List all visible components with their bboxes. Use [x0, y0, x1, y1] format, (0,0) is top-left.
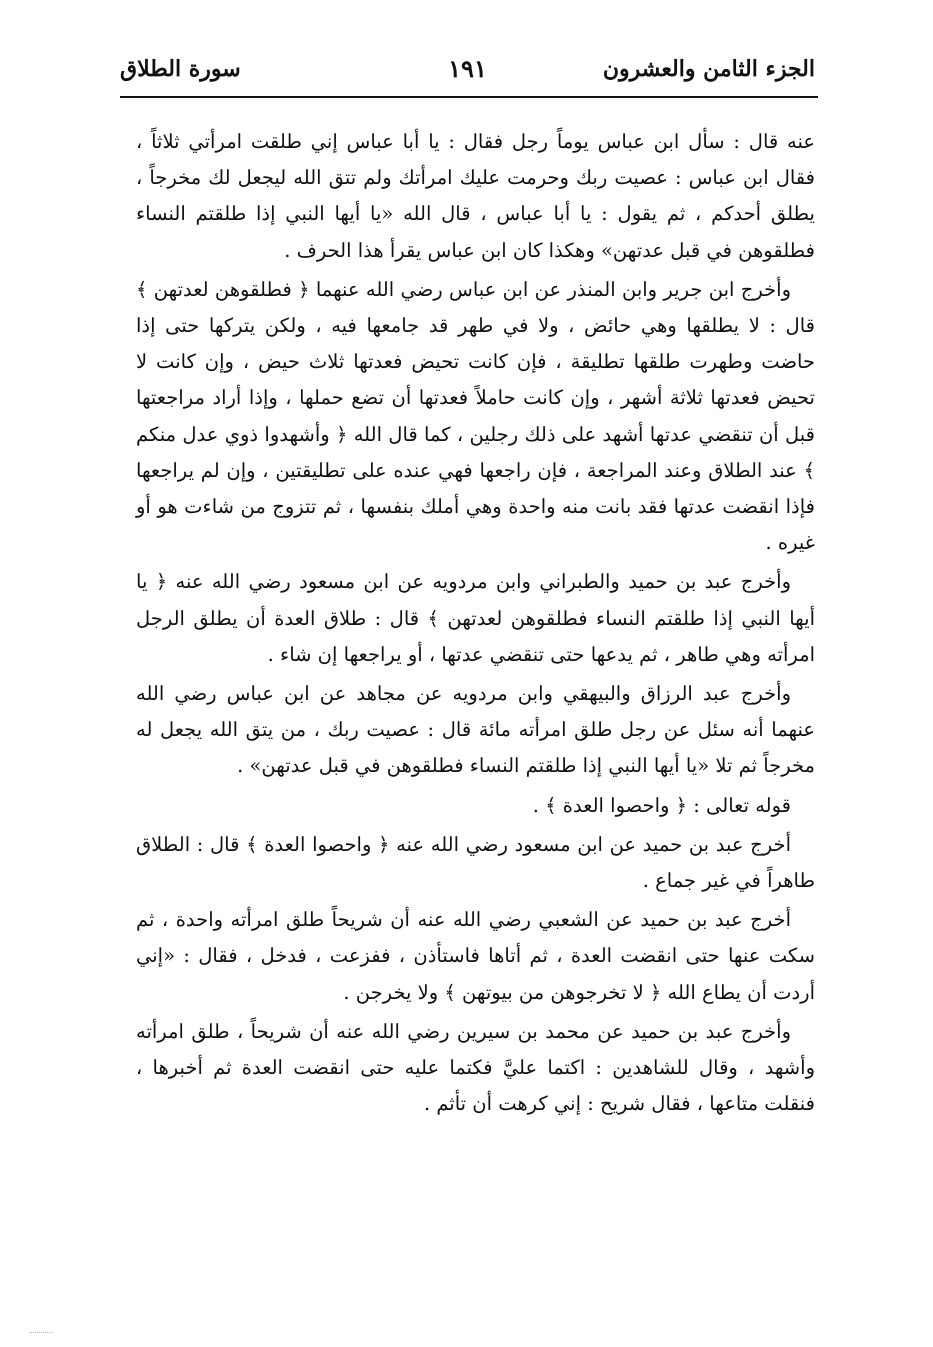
paragraph-4: وأخرج عبد الرزاق والبيهقي وابن مردويه عن مجاهد عن ابن عباس رضي الله عنهما أنه سئل عن رجل طلق امرأته مائة قال : عصيت ربك ، من يتق الله يجعل له مخرجاً ثم تلا «يا أيها النبي إذا طلقتم النساء فطلقوهن في قبل عدتهن» .	[136, 682, 815, 778]
paragraph-5: قوله تعالى : ﴿ واحصوا العدة ﴾ .	[532, 793, 791, 817]
paragraph-3: وأخرج عبد بن حميد والطبراني وابن مردويه عن ابن مسعود رضي الله عنه ﴿ يا أيها النبي إذا طلقتم النساء فطلقوهن لعدتهن ﴾ قال : طلاق العدة أن يطلق الرجل امرأته وهي طاهر ، ثم يدعها حتى تنقضي عدتها ، أو يراجعها إن شاء .	[136, 570, 815, 666]
header-divider	[120, 96, 818, 98]
paragraph-1: عنه قال : سأل ابن عباس يوماً رجل فقال : يا أبا عباس إني طلقت امرأتي ثلاثاً ، فقال ابن عباس : عصيت ربك وحرمت عليك امرأتك ولم تتق الله ليجعل لك مخرجاً ، يطلق أحدكم ، ثم يقول : يا أبا عباس ، قال الله «يا أيها النبي إذا طلقتم النساء فطلقوهن في قبل عدتهن» وهكذا كان ابن عباس يقرأ هذا الحرف .	[136, 130, 815, 262]
page-number: ١٩١	[448, 54, 487, 83]
paragraph-2: وأخرج ابن جرير وابن المنذر عن ابن عباس رضي الله عنهما ﴿ فطلقوهن لعدتهن ﴾ قال : لا يطلقها وهي حائض ، ولا في طهر قد جامعها فيه ، ولكن يتركها حتى إذا حاضت وطهرت طلقها تطليقة ، فإن كانت تحيض فعدتها ثلاث حيض ، وإن كانت لا تحيض فعدتها ثلاثة أشهر ، وإن كانت حاملاً فعدتها أن تضع حملها ، وإذا أراد مراجعتها قبل أن تنقضي عدتها أشهد على ذلك رجلين ، كما قال الله ﴿ وأشهدوا ذوي عدل منكم ﴾ عند الطلاق وعند المراجعة ، فإن راجعها فهي عنده على تطليقتين ، وإن لم يراجعها فإذا انقضت عدتها فقد بانت منه واحدة وهي أملك بنفسها ، ثم تتزوج من شاءت هو أو غيره .	[136, 277, 815, 555]
paragraph-6: أخرج عبد بن حميد عن ابن مسعود رضي الله عنه ﴿ واحصوا العدة ﴾ قال : الطلاق طاهراً في غير جماع .	[136, 832, 815, 893]
running-header	[120, 48, 815, 96]
part-title: الجزء الثامن والعشرون	[602, 56, 815, 82]
paragraph-8: وأخرج عبد بن حميد عن محمد بن سيرين رضي الله عنه أن شريحاً ، طلق امرأته وأشهد ، وقال للشاهدين : اكتما عليَّ فكتما عليه حتى انقضت العدة ثم أخبرها ، فنقلت متاعها ، فقال شريح : إني كرهت أن تأثم .	[136, 1019, 815, 1116]
page-body	[136, 124, 815, 1125]
surah-title: سورة الطلاق	[120, 56, 241, 82]
paragraph-7: أخرج عبد بن حميد عن الشعبي رضي الله عنه أن شريحاً طلق امرأته واحدة ، ثم سكت عنها حتى انقضت العدة ، ثم أتاها فاستأذن ، ففزعت ، فدخل ، فقال : «إني أردت أن يطاع الله ﴿ لا تخرجوهن من بيوتهن ﴾ ولا يخرجن .	[136, 908, 815, 1004]
scan-artifact	[30, 1332, 52, 1335]
